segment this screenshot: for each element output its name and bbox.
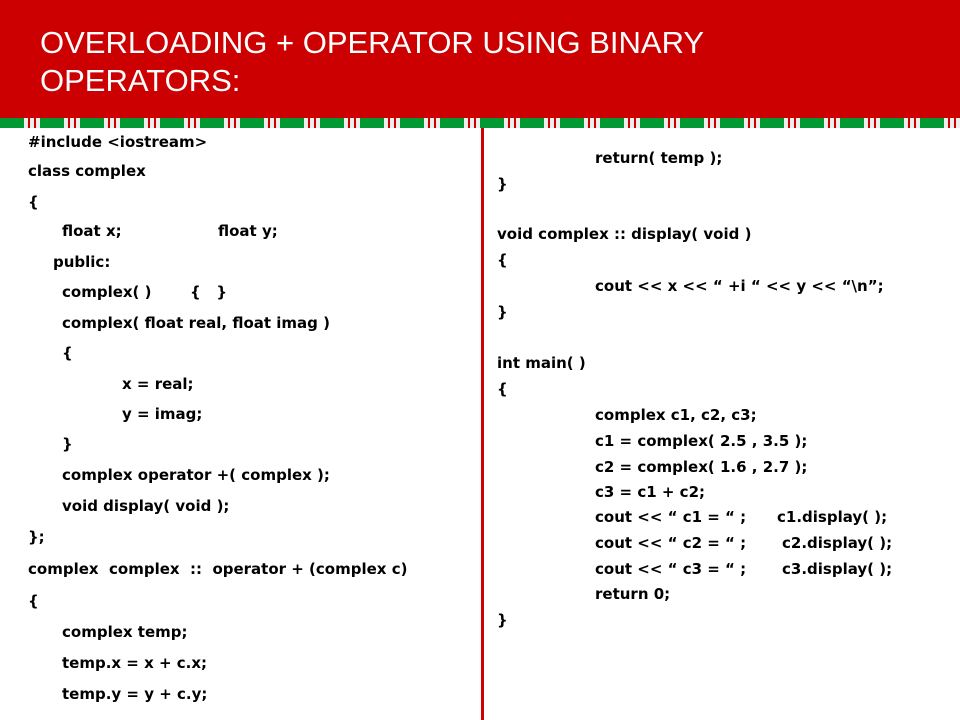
code-line: return 0; <box>595 585 671 603</box>
code-line: c3 = c1 + c2; <box>595 483 706 501</box>
code-line: }; <box>28 528 45 546</box>
code-line: void complex :: display( void ) <box>497 225 752 243</box>
code-line: complex temp; <box>62 623 188 641</box>
column-divider <box>481 128 484 720</box>
code-line: class complex <box>28 162 146 180</box>
decorative-stripe <box>0 118 960 128</box>
code-line: temp.y = y + c.y; <box>62 685 208 703</box>
code-line: { <box>497 380 508 398</box>
code-line: y = imag; <box>122 405 203 423</box>
code-line: } <box>497 175 508 193</box>
code-line: } <box>497 611 508 629</box>
code-line: } <box>497 303 508 321</box>
code-line: cout << “ c2 = “ ; <box>595 534 747 552</box>
code-line: float y; <box>218 222 278 240</box>
slide-title <box>40 24 920 100</box>
code-line: c1.display( ); <box>777 508 888 526</box>
code-line: return( temp ); <box>595 149 723 167</box>
code-line: { <box>62 344 73 362</box>
code-line: { <box>28 193 39 211</box>
code-line: complex operator +( complex ); <box>62 466 330 484</box>
code-line: c2.display( ); <box>782 534 893 552</box>
code-line: public: <box>53 253 111 271</box>
code-line: { <box>28 592 39 610</box>
code-line: c3.display( ); <box>782 560 893 578</box>
code-line: c2 = complex( 1.6 , 2.7 ); <box>595 458 808 476</box>
code-line: #include <iostream> <box>28 133 208 151</box>
title-line-1: OVERLOADING + OPERATOR USING BINARY <box>40 25 705 60</box>
code-line: c1 = complex( 2.5 , 3.5 ); <box>595 432 808 450</box>
code-line: void display( void ); <box>62 497 230 515</box>
code-line: x = real; <box>122 375 194 393</box>
code-line: complex( ) <box>62 283 152 301</box>
code-line: { <box>497 251 508 269</box>
code-line: cout << x << “ +i “ << y << “\n”; <box>595 277 884 295</box>
code-line: } <box>62 435 73 453</box>
code-line: cout << “ c3 = “ ; <box>595 560 747 578</box>
code-line: cout << “ c1 = “ ; <box>595 508 747 526</box>
code-line: complex complex :: operator + (complex c) <box>28 560 408 578</box>
code-line: complex c1, c2, c3; <box>595 406 757 424</box>
code-line: { } <box>190 283 228 301</box>
code-line: temp.x = x + c.x; <box>62 654 208 672</box>
code-line: float x; <box>62 222 122 240</box>
title-line-2: OPERATORS: <box>40 63 241 98</box>
code-line: int main( ) <box>497 354 586 372</box>
title-bar <box>0 0 960 118</box>
code-line: complex( float real, float imag ) <box>62 314 330 332</box>
